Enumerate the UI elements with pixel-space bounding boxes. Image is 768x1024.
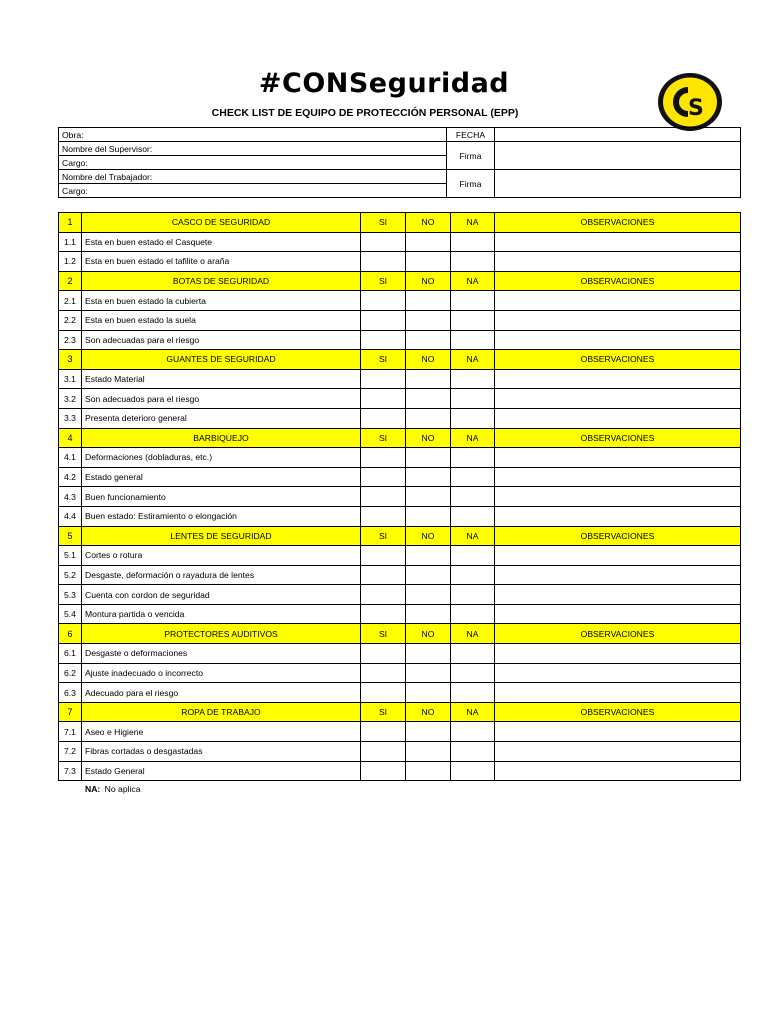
si-checkbox-cell[interactable] [361, 663, 406, 683]
section-number: 5 [59, 526, 82, 546]
checklist-item-row [59, 722, 741, 742]
item-description: Estado Material [82, 369, 361, 389]
item-description: Adecuado para el riesgo [82, 683, 361, 703]
no-checkbox-cell[interactable] [406, 310, 451, 330]
column-observaciones-header: OBSERVACIONES [495, 271, 741, 291]
section-title: ROPA DE TRABAJO [82, 702, 361, 722]
section-header-row [59, 526, 741, 546]
item-description: Montura partida o vencida [82, 604, 361, 624]
column-si-header: SI [361, 428, 406, 448]
na-checkbox-cell[interactable] [451, 506, 495, 526]
si-checkbox-cell[interactable] [361, 448, 406, 468]
item-number: 6.3 [59, 683, 82, 703]
section-title: LENTES DE SEGURIDAD [82, 526, 361, 546]
na-checkbox-cell[interactable] [451, 467, 495, 487]
firma-trabajador-field[interactable] [495, 170, 741, 198]
observaciones-field[interactable] [495, 644, 741, 664]
observaciones-field[interactable] [495, 604, 741, 624]
observaciones-field[interactable] [495, 291, 741, 311]
brand-title: #CONSeguridad [258, 68, 510, 99]
item-number: 6.2 [59, 663, 82, 683]
observaciones-field[interactable] [495, 546, 741, 566]
checklist-item-row [59, 408, 741, 428]
observaciones-field[interactable] [495, 330, 741, 350]
si-checkbox-cell[interactable] [361, 742, 406, 762]
section-title: GUANTES DE SEGURIDAD [82, 350, 361, 370]
item-description: Buen funcionamiento [82, 487, 361, 507]
item-description: Esta en buen estado el Casquete [82, 232, 361, 252]
item-number: 4.2 [59, 467, 82, 487]
checklist-item-row [59, 330, 741, 350]
checklist-item-row [59, 585, 741, 605]
section-header-row [59, 428, 741, 448]
observaciones-field[interactable] [495, 565, 741, 585]
si-checkbox-cell[interactable] [361, 761, 406, 781]
column-si-header: SI [361, 702, 406, 722]
observaciones-field[interactable] [495, 683, 741, 703]
na-checkbox-cell[interactable] [451, 330, 495, 350]
na-checkbox-cell[interactable] [451, 310, 495, 330]
cargo-trabajador-field[interactable]: Cargo: [59, 184, 447, 198]
si-checkbox-cell[interactable] [361, 408, 406, 428]
no-checkbox-cell[interactable] [406, 487, 451, 507]
observaciones-field[interactable] [495, 761, 741, 781]
item-number: 7.3 [59, 761, 82, 781]
no-checkbox-cell[interactable] [406, 252, 451, 272]
observaciones-field[interactable] [495, 487, 741, 507]
no-checkbox-cell[interactable] [406, 722, 451, 742]
no-checkbox-cell[interactable] [406, 644, 451, 664]
section-title: BOTAS DE SEGURIDAD [82, 271, 361, 291]
item-number: 4.4 [59, 506, 82, 526]
no-checkbox-cell[interactable] [406, 389, 451, 409]
observaciones-field[interactable] [495, 408, 741, 428]
section-number: 2 [59, 271, 82, 291]
item-number: 1.2 [59, 252, 82, 272]
firma-supervisor-field[interactable] [495, 142, 741, 170]
na-checkbox-cell[interactable] [451, 232, 495, 252]
section-number: 1 [59, 213, 82, 233]
item-description: Cuenta con cordon de seguridad [82, 585, 361, 605]
item-number: 7.2 [59, 742, 82, 762]
section-number: 7 [59, 702, 82, 722]
no-checkbox-cell[interactable] [406, 761, 451, 781]
fecha-label: FECHA [447, 128, 495, 142]
si-checkbox-cell[interactable] [361, 467, 406, 487]
column-observaciones-header: OBSERVACIONES [495, 526, 741, 546]
item-description: Desgaste o deformaciones [82, 644, 361, 664]
checklist-item-row [59, 291, 741, 311]
item-number: 1.1 [59, 232, 82, 252]
section-number: 3 [59, 350, 82, 370]
column-na-header: NA [451, 526, 495, 546]
no-checkbox-cell[interactable] [406, 448, 451, 468]
si-checkbox-cell[interactable] [361, 506, 406, 526]
checklist-item-row [59, 565, 741, 585]
si-checkbox-cell[interactable] [361, 565, 406, 585]
no-checkbox-cell[interactable] [406, 506, 451, 526]
no-checkbox-cell[interactable] [406, 585, 451, 605]
na-checkbox-cell[interactable] [451, 291, 495, 311]
column-na-header: NA [451, 702, 495, 722]
no-checkbox-cell[interactable] [406, 408, 451, 428]
no-checkbox-cell[interactable] [406, 232, 451, 252]
na-checkbox-cell[interactable] [451, 644, 495, 664]
item-description: Desgaste, deformación o rayadura de lentes [82, 565, 361, 585]
no-checkbox-cell[interactable] [406, 683, 451, 703]
na-label: NA: [85, 784, 101, 794]
checklist-table [58, 212, 741, 781]
column-si-header: SI [361, 271, 406, 291]
form-subtitle: CHECK LIST DE EQUIPO DE PROTECCIÓN PERSONAL (EPP) [211, 107, 519, 119]
si-checkbox-cell[interactable] [361, 252, 406, 272]
section-title: BARBIQUEJO [82, 428, 361, 448]
na-checkbox-cell[interactable] [451, 252, 495, 272]
observaciones-field[interactable] [495, 506, 741, 526]
svg-text:S: S [688, 96, 704, 121]
observaciones-field[interactable] [495, 585, 741, 605]
na-checkbox-cell[interactable] [451, 585, 495, 605]
no-checkbox-cell[interactable] [406, 467, 451, 487]
na-checkbox-cell[interactable] [451, 487, 495, 507]
si-checkbox-cell[interactable] [361, 487, 406, 507]
item-number: 5.4 [59, 604, 82, 624]
item-number: 6.1 [59, 644, 82, 664]
section-header-row [59, 213, 741, 233]
item-number: 3.3 [59, 408, 82, 428]
column-na-header: NA [451, 213, 495, 233]
checklist-item-row [59, 683, 741, 703]
fecha-field[interactable] [495, 128, 741, 142]
na-checkbox-cell[interactable] [451, 683, 495, 703]
header-table [58, 127, 741, 198]
section-title: CASCO DE SEGURIDAD [82, 213, 361, 233]
si-checkbox-cell[interactable] [361, 389, 406, 409]
checklist-item-row [59, 742, 741, 762]
item-description: Esta en buen estado la cubierta [82, 291, 361, 311]
column-si-header: SI [361, 624, 406, 644]
column-si-header: SI [361, 526, 406, 546]
checklist-item-row [59, 604, 741, 624]
na-checkbox-cell[interactable] [451, 389, 495, 409]
item-description: Fibras cortadas o desgastadas [82, 742, 361, 762]
na-checkbox-cell[interactable] [451, 565, 495, 585]
no-checkbox-cell[interactable] [406, 330, 451, 350]
no-checkbox-cell[interactable] [406, 546, 451, 566]
observaciones-field[interactable] [495, 252, 741, 272]
na-checkbox-cell[interactable] [451, 546, 495, 566]
na-checkbox-cell[interactable] [451, 408, 495, 428]
observaciones-field[interactable] [495, 369, 741, 389]
column-na-header: NA [451, 350, 495, 370]
observaciones-field[interactable] [495, 742, 741, 762]
section-number: 6 [59, 624, 82, 644]
cargo-supervisor-field[interactable]: Cargo: [59, 156, 447, 170]
obra-field[interactable]: Obra: [59, 128, 447, 142]
trabajador-field[interactable]: Nombre del Trabajador: [59, 170, 447, 184]
item-description: Deformaciones (dobladuras, etc.) [82, 448, 361, 468]
column-observaciones-header: OBSERVACIONES [495, 350, 741, 370]
no-checkbox-cell[interactable] [406, 742, 451, 762]
column-no-header: NO [406, 702, 451, 722]
item-description: Cortes o rotura [82, 546, 361, 566]
na-checkbox-cell[interactable] [451, 369, 495, 389]
item-description: Ajuste inadecuado o incorrecto [82, 663, 361, 683]
section-title: PROTECTORES AUDITIVOS [82, 624, 361, 644]
checklist-item-row [59, 369, 741, 389]
section-header-row [59, 350, 741, 370]
item-number: 2.1 [59, 291, 82, 311]
column-no-header: NO [406, 624, 451, 644]
si-checkbox-cell[interactable] [361, 310, 406, 330]
observaciones-field[interactable] [495, 310, 741, 330]
observaciones-field[interactable] [495, 467, 741, 487]
firma-trabajador-label: Firma [447, 170, 495, 198]
column-no-header: NO [406, 428, 451, 448]
si-checkbox-cell[interactable] [361, 604, 406, 624]
column-na-header: NA [451, 428, 495, 448]
observaciones-field[interactable] [495, 232, 741, 252]
item-number: 3.2 [59, 389, 82, 409]
conseguridad-logo [657, 72, 723, 132]
checklist-item-row [59, 644, 741, 664]
column-na-header: NA [451, 624, 495, 644]
checklist-item-row [59, 546, 741, 566]
item-number: 5.3 [59, 585, 82, 605]
item-number: 3.1 [59, 369, 82, 389]
item-description: Son adecuados para el riesgo [82, 389, 361, 409]
no-checkbox-cell[interactable] [406, 663, 451, 683]
si-checkbox-cell[interactable] [361, 585, 406, 605]
item-description: Estado General [82, 761, 361, 781]
item-description: Presenta deterioro general [82, 408, 361, 428]
column-no-header: NO [406, 526, 451, 546]
section-header-row [59, 271, 741, 291]
checklist-item-row [59, 761, 741, 781]
na-checkbox-cell[interactable] [451, 742, 495, 762]
column-observaciones-header: OBSERVACIONES [495, 702, 741, 722]
checklist-item-row [59, 252, 741, 272]
column-no-header: NO [406, 350, 451, 370]
column-no-header: NO [406, 213, 451, 233]
observaciones-field[interactable] [495, 448, 741, 468]
si-checkbox-cell[interactable] [361, 232, 406, 252]
na-checkbox-cell[interactable] [451, 663, 495, 683]
observaciones-field[interactable] [495, 663, 741, 683]
item-description: Esta en buen estado la suela [82, 310, 361, 330]
item-number: 5.1 [59, 546, 82, 566]
column-si-header: SI [361, 350, 406, 370]
si-checkbox-cell[interactable] [361, 291, 406, 311]
no-checkbox-cell[interactable] [406, 604, 451, 624]
section-header-row [59, 702, 741, 722]
column-no-header: NO [406, 271, 451, 291]
supervisor-field[interactable]: Nombre del Supervisor: [59, 142, 447, 156]
checklist-item-row [59, 506, 741, 526]
no-checkbox-cell[interactable] [406, 369, 451, 389]
no-checkbox-cell[interactable] [406, 565, 451, 585]
item-number: 2.2 [59, 310, 82, 330]
item-description: Esta en buen estado el tafilite o araña [82, 252, 361, 272]
observaciones-field[interactable] [495, 389, 741, 409]
column-na-header: NA [451, 271, 495, 291]
si-checkbox-cell[interactable] [361, 330, 406, 350]
si-checkbox-cell[interactable] [361, 644, 406, 664]
column-observaciones-header: OBSERVACIONES [495, 428, 741, 448]
checklist-item-row [59, 467, 741, 487]
item-number: 7.1 [59, 722, 82, 742]
item-number: 4.1 [59, 448, 82, 468]
section-number: 4 [59, 428, 82, 448]
item-number: 2.3 [59, 330, 82, 350]
checklist-item-row [59, 663, 741, 683]
column-observaciones-header: OBSERVACIONES [495, 213, 741, 233]
item-description: Estado general [82, 467, 361, 487]
si-checkbox-cell[interactable] [361, 369, 406, 389]
no-checkbox-cell[interactable] [406, 291, 451, 311]
column-si-header: SI [361, 213, 406, 233]
checklist-item-row [59, 487, 741, 507]
na-checkbox-cell[interactable] [451, 448, 495, 468]
item-number: 5.2 [59, 565, 82, 585]
checklist-item-row [59, 310, 741, 330]
item-description: Son adecuadas para el riesgo [82, 330, 361, 350]
na-checkbox-cell[interactable] [451, 761, 495, 781]
na-text: No aplica [104, 784, 141, 794]
na-checkbox-cell[interactable] [451, 604, 495, 624]
si-checkbox-cell[interactable] [361, 683, 406, 703]
item-number: 4.3 [59, 487, 82, 507]
item-description: Buen estado: Estiramiento o elongación [82, 506, 361, 526]
na-footnote [85, 784, 141, 794]
section-header-row [59, 624, 741, 644]
firma-supervisor-label: Firma [447, 142, 495, 170]
si-checkbox-cell[interactable] [361, 546, 406, 566]
checklist-item-row [59, 232, 741, 252]
column-observaciones-header: OBSERVACIONES [495, 624, 741, 644]
item-description: Aseo e Higiene [82, 722, 361, 742]
observaciones-field[interactable] [495, 722, 741, 742]
checklist-item-row [59, 389, 741, 409]
na-checkbox-cell[interactable] [451, 722, 495, 742]
checklist-item-row [59, 448, 741, 468]
si-checkbox-cell[interactable] [361, 722, 406, 742]
